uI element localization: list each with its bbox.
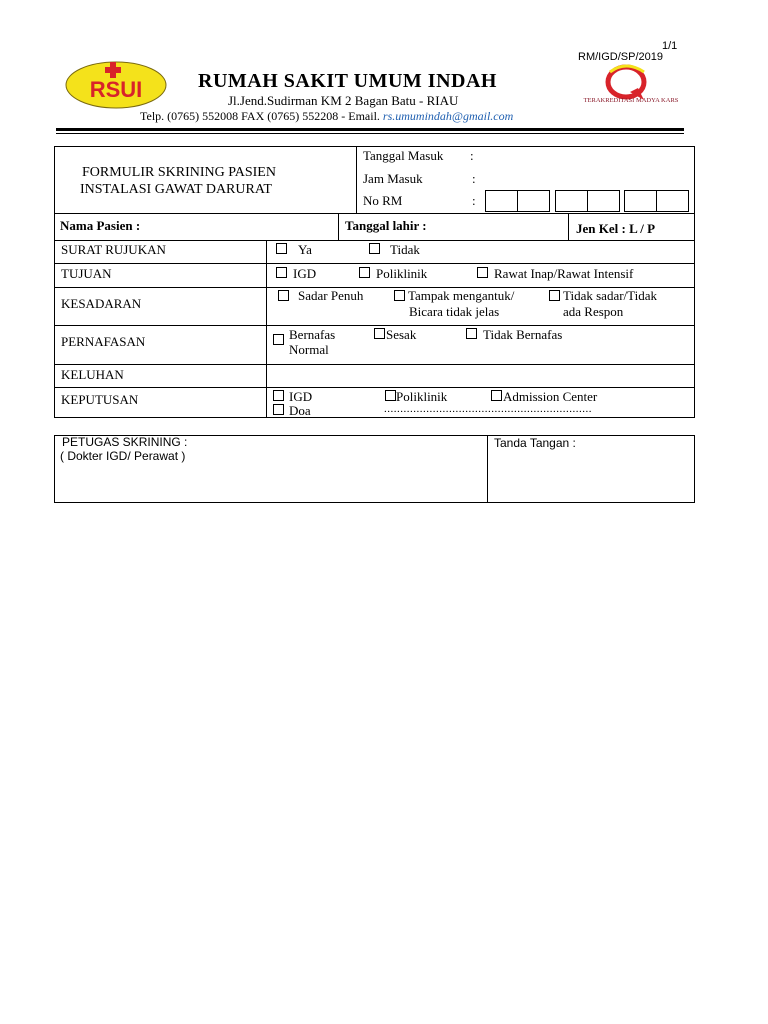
- hospital-name: RUMAH SAKIT UMUM INDAH: [198, 70, 497, 92]
- keluhan-label: KELUHAN: [61, 367, 124, 382]
- keputusan-doa-checkbox[interactable]: [273, 404, 284, 415]
- pernafasan-sesak-label: Sesak: [386, 327, 417, 342]
- no-rm-digit-box[interactable]: [485, 190, 518, 212]
- no-rm-digit-box[interactable]: [517, 190, 550, 212]
- page-number: 1/1: [662, 40, 678, 52]
- contact-text: Telp. (0765) 552008 FAX (0765) 552208 - Email.: [140, 109, 383, 123]
- petugas-skrining-label: PETUGAS SKRINING :: [62, 435, 188, 449]
- form-title-line1: FORMULIR SKRINING PASIEN: [82, 165, 276, 180]
- signature-divider: [487, 435, 488, 503]
- row-divider: [54, 213, 695, 214]
- row-divider: [54, 263, 695, 264]
- no-rm-digit-box[interactable]: [555, 190, 588, 212]
- tujuan-poliklinik-label: Poliklinik: [376, 266, 428, 281]
- signature-field[interactable]: [489, 452, 693, 500]
- colon: :: [472, 193, 476, 208]
- keputusan-poliklinik-checkbox[interactable]: [385, 390, 396, 401]
- surat-rujukan-ya-checkbox[interactable]: [276, 243, 287, 254]
- kesadaran-tidak-sadar-checkbox[interactable]: [549, 290, 560, 301]
- row-divider: [54, 325, 695, 326]
- keputusan-poliklinik-label: Poliklinik: [396, 389, 448, 404]
- kesadaran-mengantuk-label-2: Bicara tidak jelas: [409, 304, 500, 319]
- tujuan-igd-checkbox[interactable]: [276, 267, 287, 278]
- tujuan-rawat-inap-checkbox[interactable]: [477, 267, 488, 278]
- hospital-contact: [140, 109, 513, 124]
- kesadaran-sadar-penuh-checkbox[interactable]: [278, 290, 289, 301]
- header-divider-thin: [56, 133, 684, 134]
- surat-rujukan-tidak-label: Tidak: [390, 242, 420, 257]
- label-column-divider: [266, 240, 267, 418]
- keluhan-field[interactable]: [268, 366, 692, 386]
- tujuan-poliklinik-checkbox[interactable]: [359, 267, 370, 278]
- jam-masuk-label: Jam Masuk: [363, 171, 423, 186]
- accreditation-logo: [586, 62, 666, 102]
- keputusan-dotted-line[interactable]: ................................................................: [384, 403, 592, 415]
- hospital-address: Jl.Jend.Sudirman KM 2 Bagan Batu - RIAU: [228, 93, 459, 108]
- form-title-line2: INSTALASI GAWAT DARURAT: [80, 182, 272, 197]
- pernafasan-normal-label-2: Normal: [289, 342, 329, 357]
- tanggal-lahir-label: Tanggal lahir :: [345, 218, 427, 233]
- tanggal-masuk-label: Tanggal Masuk: [363, 148, 444, 163]
- tujuan-igd-label: IGD: [293, 266, 317, 281]
- keputusan-igd-label: IGD: [289, 389, 313, 404]
- kesadaran-tidak-sadar-label: Tidak sadar/Tidak: [563, 288, 658, 303]
- row-divider: [54, 364, 695, 365]
- kesadaran-sadar-penuh-label: Sadar Penuh: [298, 288, 364, 303]
- accreditation-text: TERAKREDITASI MADYA KARS: [583, 97, 679, 104]
- title-divider: [356, 146, 357, 213]
- kesadaran-label: KESADARAN: [61, 296, 142, 311]
- pernafasan-tidak-bernafas-label: Tidak Bernafas: [483, 327, 563, 342]
- hospital-email: rs.umumindah@gmail.com: [382, 109, 514, 123]
- rsui-logo: [64, 60, 168, 110]
- document-code: RM/IGD/SP/2019: [578, 51, 663, 63]
- surat-rujukan-tidak-checkbox[interactable]: [369, 243, 380, 254]
- keputusan-doa-label: Doa: [289, 403, 311, 418]
- pernafasan-normal-checkbox[interactable]: [273, 334, 284, 345]
- patient-row-divider: [338, 213, 339, 240]
- pernafasan-sesak-checkbox[interactable]: [374, 328, 385, 339]
- tujuan-rawat-inap-label: Rawat Inap/Rawat Intensif: [494, 266, 634, 281]
- nama-pasien-label: Nama Pasien :: [60, 218, 141, 233]
- keputusan-igd-checkbox[interactable]: [273, 390, 284, 401]
- row-divider: [54, 387, 695, 388]
- colon: :: [472, 171, 476, 186]
- row-divider: [54, 240, 695, 241]
- pernafasan-label: PERNAFASAN: [61, 334, 146, 349]
- kesadaran-mengantuk-checkbox[interactable]: [394, 290, 405, 301]
- surat-rujukan-label: SURAT RUJUKAN: [61, 242, 166, 257]
- logo-text: RSUI: [89, 77, 143, 102]
- surat-rujukan-ya-label: Ya: [298, 242, 312, 257]
- no-rm-digit-box[interactable]: [624, 190, 657, 212]
- pernafasan-tidak-bernafas-checkbox[interactable]: [466, 328, 477, 339]
- tanda-tangan-label: Tanda Tangan :: [494, 436, 576, 450]
- pernafasan-normal-label: Bernafas: [289, 327, 336, 342]
- keputusan-admission-checkbox[interactable]: [491, 390, 502, 401]
- petugas-role-label: ( Dokter IGD/ Perawat ): [60, 449, 186, 463]
- no-rm-label: No RM: [363, 193, 403, 208]
- colon: :: [470, 148, 474, 163]
- keputusan-admission-label: Admission Center: [503, 389, 598, 404]
- no-rm-digit-box[interactable]: [587, 190, 620, 212]
- kesadaran-tidak-sadar-label-2: ada Respon: [563, 304, 624, 319]
- jenis-kelamin-label: Jen Kel : L / P: [576, 221, 656, 236]
- patient-row-divider: [568, 213, 569, 240]
- no-rm-digit-box[interactable]: [656, 190, 689, 212]
- tujuan-label: TUJUAN: [61, 266, 112, 281]
- keputusan-label: KEPUTUSAN: [61, 392, 139, 407]
- kesadaran-mengantuk-label: Tampak mengantuk/: [408, 288, 515, 303]
- header-divider-thick: [56, 128, 684, 131]
